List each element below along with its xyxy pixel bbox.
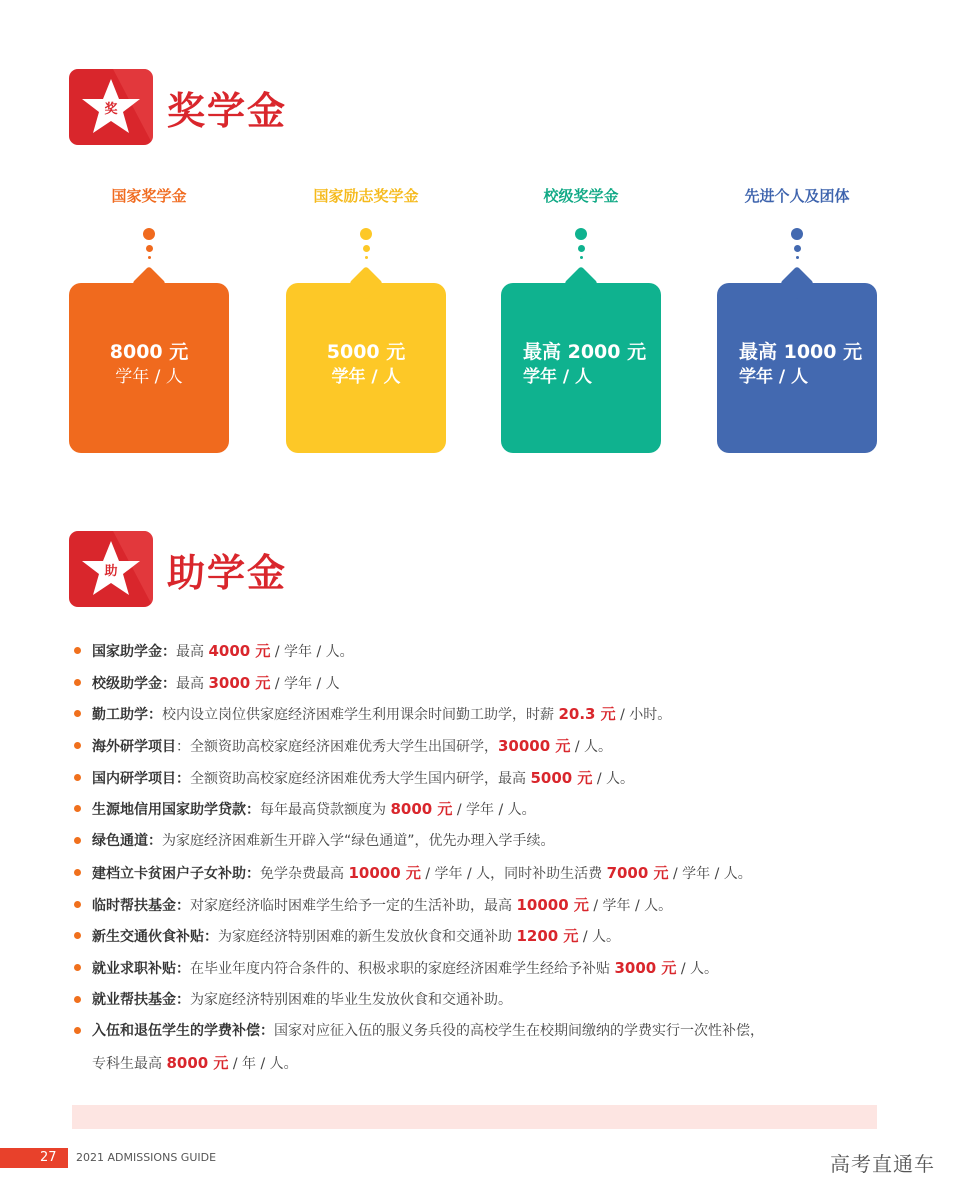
badge-char: 奖 [104,102,118,117]
scholarship-badge [69,69,153,145]
dots-decoration [286,206,446,256]
bullet-icon [74,869,81,876]
list-item: 临时帮扶基金：对家庭经济临时困难学生给予一定的生活补助，最高 10000 元 / 学年 / 人。 [72,893,892,925]
card-box [501,283,661,453]
dots-decoration [69,206,229,256]
card-amount: 最高 2000 元 [523,341,647,363]
card-unit: 学年 / 人 [523,367,593,387]
list-item: 海外研学项目：全额资助高校家庭经济困难优秀大学生出国研学，30000 元 / 人。 [72,734,892,766]
card-national-scholarship [69,185,229,387]
scholarship-header [69,69,287,145]
bullet-icon [74,901,81,908]
card-box [286,283,446,453]
bullet-icon [74,710,81,717]
list-item: 绿色通道：为家庭经济困难新生开辟入学“绿色通道”，优先办理入学手续。 [72,829,892,861]
bullet-icon [74,996,81,1003]
card-box [69,283,229,453]
card-amount: 8000 元 [109,341,189,363]
list-item: 新生交通伙食补贴：为家庭经济特别困难的新生发放伙食和交通补助 1200 元 / 人。 [72,924,892,956]
card-label: 国家励志奖学金 [313,187,419,205]
grant-badge [69,531,153,607]
grant-list [72,639,892,1083]
bullet-icon [74,805,81,812]
footer-guide-text: 2021 ADMISSIONS GUIDE [76,1151,217,1164]
bullet-icon [74,679,81,686]
list-item: 校级助学金：最高 3000 元 / 学年 / 人 [72,671,892,703]
card-amount: 5000 元 [326,341,406,363]
card-advanced-individual [717,185,877,387]
list-item: 国家助学金：最高 4000 元 / 学年 / 人。 [72,639,892,671]
grant-title: 助学金 [167,549,288,595]
card-label: 校级奖学金 [543,187,619,205]
list-item: 建档立卡贫困户子女补助：免学杂费最高 10000 元 / 学年 / 人，同时补助生活费 7000 元 / 学年 / 人。 [72,861,892,893]
bullet-icon [74,932,81,939]
bullet-icon [74,837,81,844]
card-unit: 学年 / 人 [739,367,809,387]
list-item: 入伍和退伍学生的学费补偿：国家对应征入伍的服义务兵役的高校学生在校期间缴纳的学费实行一次性补偿， 专科生最高 8000 元 / 年 / 人。 [72,1019,892,1083]
list-item-continuation: 专科生最高 8000 元 / 年 / 人。 [92,1054,298,1073]
bullet-icon [74,1027,81,1034]
list-item: 勤工助学：校内设立岗位供家庭经济困难学生利用课余时间勤工助学，时薪 20.3 元 / 小时。 [72,702,892,734]
bullet-icon [74,774,81,781]
decorative-band [72,1105,877,1129]
watermark: 高考直通车 [830,1152,935,1176]
card-label: 先进个人及团体 [744,187,850,205]
bullet-icon [74,742,81,749]
list-item: 生源地信用国家助学贷款：每年最高贷款额度为 8000 元 / 学年 / 人。 [72,797,892,829]
list-item: 就业帮扶基金：为家庭经济特别困难的毕业生发放伙食和交通补助。 [72,988,892,1020]
grant-header [69,531,287,607]
card-unit: 学年 / 人 [331,367,401,387]
dots-decoration [717,206,877,256]
footer-page-tab [0,1148,68,1168]
scholarship-title: 奖学金 [167,87,288,133]
card-amount: 最高 1000 元 [739,341,863,363]
page-number: 27 [40,1150,57,1165]
list-item: 就业求职补贴：在毕业年度内符合条件的、积极求职的家庭经济困难学生经给予补贴 3000 元 / 人。 [72,956,892,988]
bullet-icon [74,964,81,971]
card-school-scholarship [501,185,661,387]
dots-decoration [501,206,661,256]
bullet-icon [74,647,81,654]
card-national-encouragement [286,185,446,387]
badge-char: 助 [104,564,118,579]
card-box [717,283,877,453]
card-label: 国家奖学金 [111,187,187,205]
list-item: 国内研学项目：全额资助高校家庭经济困难优秀大学生国内研学，最高 5000 元 / 人。 [72,766,892,798]
card-unit: 学年 / 人 [115,367,183,387]
